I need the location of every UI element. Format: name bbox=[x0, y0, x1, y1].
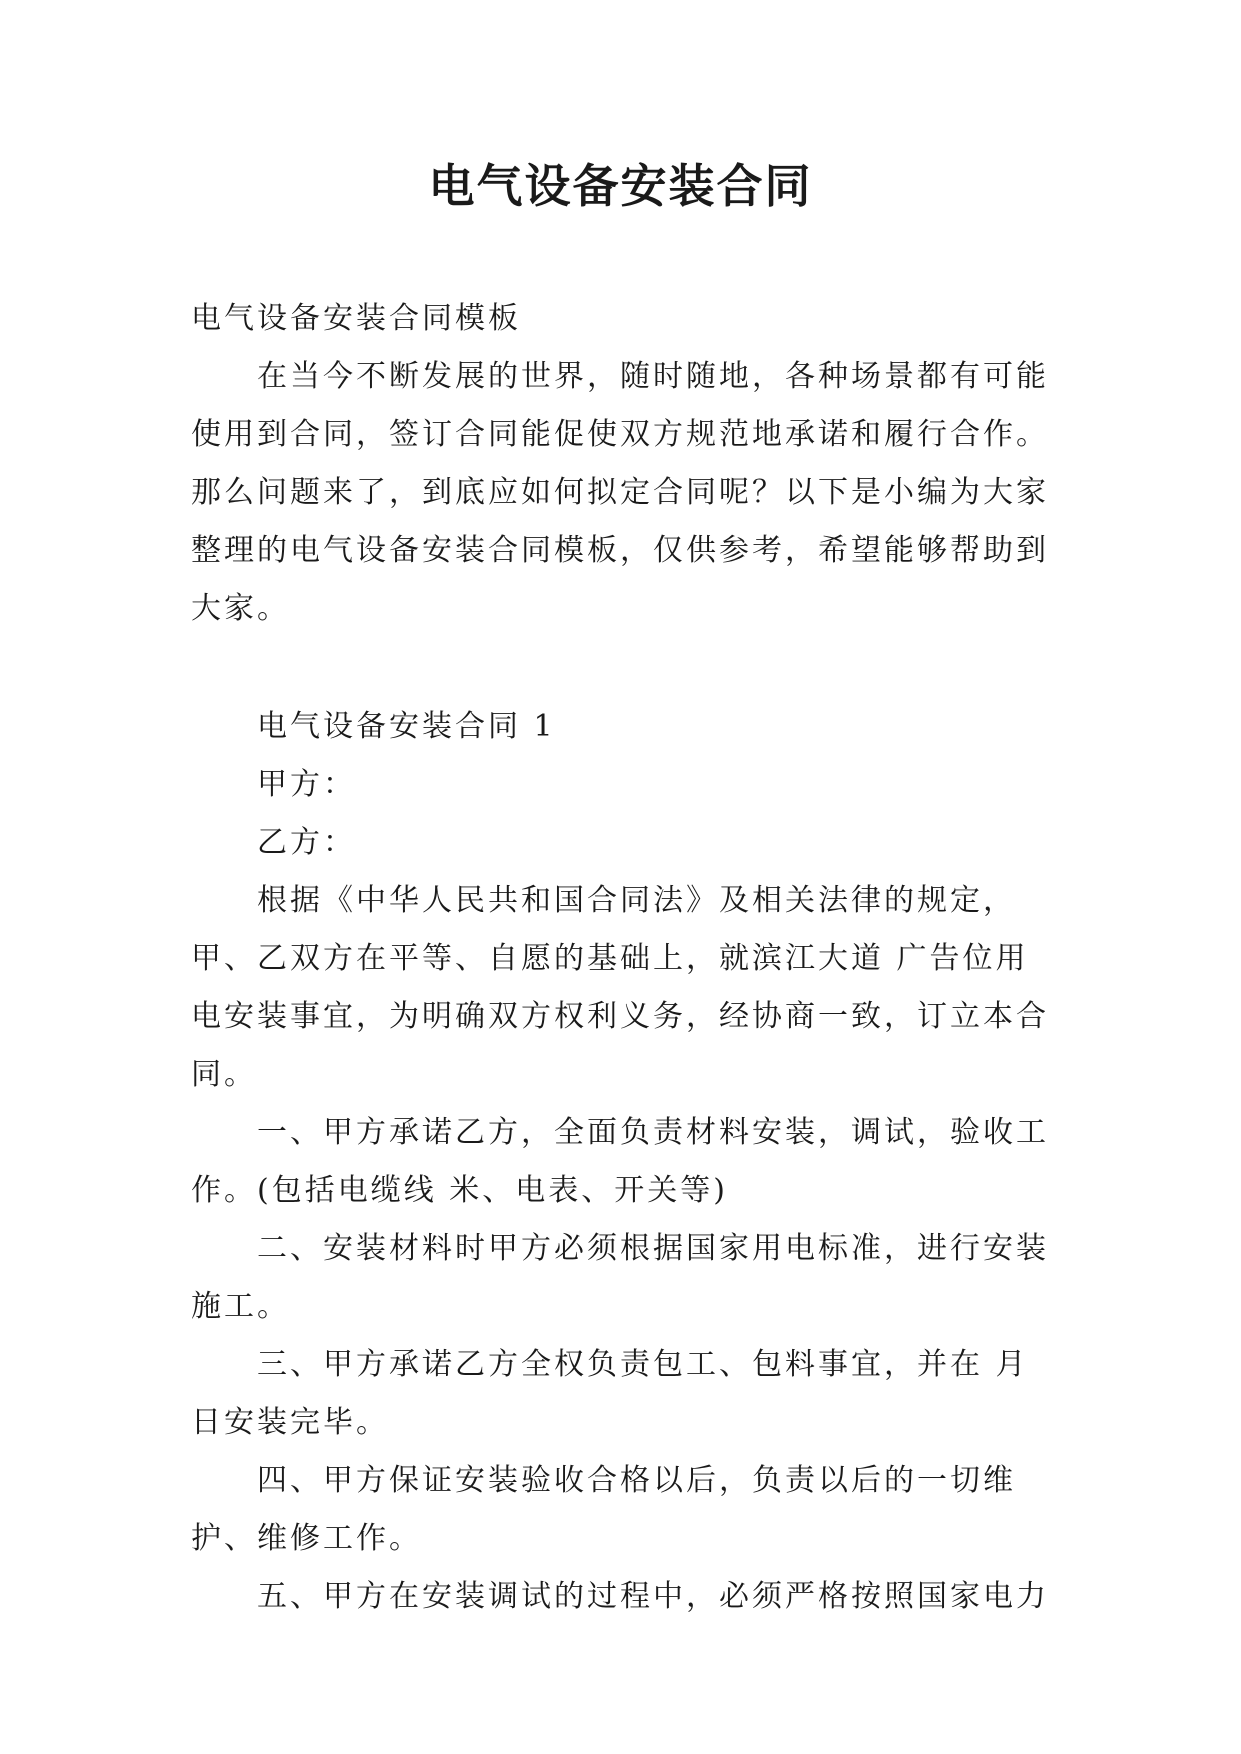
party-b-label: 乙方： bbox=[257, 825, 356, 860]
intro-paragraph: 在当今不断发展的世界，随时随地，各种场景都有可能使用到合同，签订合同能促使双方规范地承诺和履行合作。那么问题来了，到底应如何拟定合同呢？以下是小编为大家整理的电气设备安装合同模板，仅供参考，希望能够帮助到大家。 bbox=[191, 359, 1049, 626]
section-spacer bbox=[191, 638, 1051, 698]
document-body bbox=[191, 290, 1051, 1626]
clause-4: 四、甲方保证安装验收合格以后，负责以后的一切维护、维修工作。 bbox=[191, 1463, 1016, 1556]
party-a-label: 甲方： bbox=[257, 767, 356, 802]
clause-5: 五、甲方在安装调试的过程中，必须严格按照国家电力 bbox=[257, 1579, 1049, 1614]
contract-heading: 电气设备安装合同 1 bbox=[257, 709, 556, 744]
clause-1: 一、甲方承诺乙方，全面负责材料安装，调试，验收工作。(包括电缆线 米、电表、开关等) bbox=[191, 1115, 1049, 1208]
clause-2: 二、安装材料时甲方必须根据国家用电标准，进行安装施工。 bbox=[191, 1231, 1049, 1324]
document-subtitle: 电气设备安装合同模板 bbox=[191, 301, 521, 336]
clause-preamble: 根据《中华人民共和国合同法》及相关法律的规定，甲、乙双方在平等、自愿的基础上，就滨江大道 广告位用电安装事宜，为明确双方权利义务，经协商一致，订立本合同。 bbox=[191, 883, 1049, 1092]
clause-3: 三、甲方承诺乙方全权负责包工、包料事宜，并在 月 日安装完毕。 bbox=[191, 1347, 1029, 1440]
document-title: 电气设备安装合同 bbox=[428, 159, 813, 213]
